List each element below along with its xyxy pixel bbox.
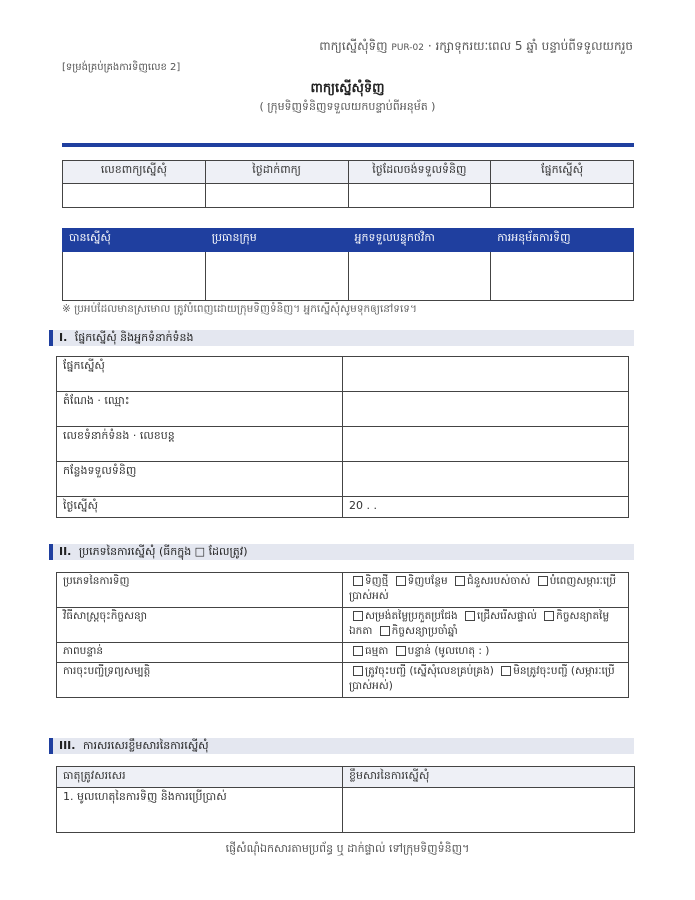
checkbox[interactable] bbox=[353, 646, 363, 656]
option-label: កិច្ចសន្យាប្រចាំឆ្នាំ bbox=[391, 625, 458, 637]
request-content-table bbox=[56, 766, 635, 833]
requester-table bbox=[56, 356, 629, 518]
checkbox[interactable] bbox=[353, 576, 363, 586]
option-label: ទិញបន្ថែម bbox=[407, 575, 448, 587]
checkbox[interactable] bbox=[396, 646, 406, 656]
content-header: ខ្លឹមសារនៃការស្នើសុំ bbox=[343, 767, 635, 788]
content-field[interactable] bbox=[343, 788, 635, 833]
tracking-cell[interactable] bbox=[491, 184, 634, 208]
tracking-header: ថ្ងៃដែលចង់ទទួលទំនិញ bbox=[348, 161, 491, 184]
approval-header: ការអនុម័តការទិញ bbox=[491, 229, 634, 252]
section-title: ប្រភេទនៃការស្នើសុំ (ធីកក្នុង □ ដែលត្រូវ) bbox=[78, 545, 248, 558]
request-type-table bbox=[56, 572, 629, 698]
option-group bbox=[343, 608, 629, 643]
checkbox[interactable] bbox=[353, 611, 363, 621]
tracking-header: ផ្នែកស្នើសុំ bbox=[491, 161, 634, 184]
content-item-label: 1. មូលហេតុនៃការទិញ និងការប្រើប្រាស់ bbox=[57, 788, 343, 833]
section-title: ផ្នែកស្នើសុំ និងអ្នកទំនាក់ទំនង bbox=[74, 331, 194, 344]
fill-instruction-note: ※ ប្រអប់ដែលមានស្រមោល ត្រូវបំពេញដោយក្រុមទិញទំនិញ។ អ្នកស្នើសុំសូមទុកឲ្យនៅទទេ។ bbox=[62, 303, 417, 315]
field-label: ប្រភេទនៃការទិញ bbox=[57, 573, 343, 608]
signature-cell[interactable] bbox=[205, 252, 348, 301]
form-number: [ទម្រង់គ្រប់គ្រងការទិញលេខ 2] bbox=[62, 62, 181, 73]
option-label: មិនត្រូវចុះបញ្ជី (សម្ភារៈប្រើប្រាស់អស់) bbox=[349, 665, 615, 692]
option-label: ជ្រើសរើសផ្ទាល់ bbox=[477, 610, 537, 622]
field-value[interactable] bbox=[343, 392, 629, 427]
option-label: ជំនួសរបស់ចាស់ bbox=[467, 575, 531, 587]
option-group bbox=[343, 643, 629, 663]
approval-header: ប្រធានក្រុម bbox=[205, 229, 348, 252]
checkbox[interactable] bbox=[465, 611, 475, 621]
section-number: II. bbox=[59, 545, 72, 558]
approval-header: អ្នកទទួលបន្ទុកថវិកា bbox=[348, 229, 491, 252]
checkbox[interactable] bbox=[455, 576, 465, 586]
field-label: ថ្ងៃស្នើសុំ bbox=[57, 497, 343, 518]
section-3-heading bbox=[49, 738, 634, 754]
field-label: លេខទំនាក់ទំនង · លេខបន្ត bbox=[57, 427, 343, 462]
title-divider bbox=[62, 143, 634, 147]
tracking-cell[interactable] bbox=[205, 184, 348, 208]
option-label: សម្រង់តម្លៃប្រកួតប្រជែង bbox=[365, 610, 458, 622]
request-date-field[interactable]: 20 . . bbox=[343, 497, 629, 518]
section-number: III. bbox=[59, 739, 76, 752]
field-value[interactable] bbox=[343, 462, 629, 497]
checkbox[interactable] bbox=[353, 666, 363, 676]
checkbox[interactable] bbox=[544, 611, 554, 621]
field-label: ភាពបន្ទាន់ bbox=[57, 643, 343, 663]
page-subtitle: ( ក្រុមទិញទំនិញទទួលយកបន្ទាប់ពីអនុម័ត ) bbox=[259, 100, 436, 113]
tracking-header: លេខពាក្យស្នើសុំ bbox=[63, 161, 206, 184]
field-value[interactable] bbox=[343, 357, 629, 392]
option-group bbox=[343, 573, 629, 608]
section-2-heading bbox=[49, 544, 634, 560]
signature-cell[interactable] bbox=[348, 252, 491, 301]
section-title: ការសរសេរខ្លឹមសារនៃការស្នើសុំ bbox=[82, 739, 209, 752]
signature-cell[interactable] bbox=[63, 252, 206, 301]
tracking-table bbox=[62, 160, 634, 208]
tracking-cell[interactable] bbox=[63, 184, 206, 208]
option-label: កិច្ចសន្យាតម្លៃឯកតា bbox=[349, 610, 610, 637]
option-group bbox=[343, 663, 629, 698]
section-number: I. bbox=[59, 331, 68, 344]
tracking-header: ថ្ងៃដាក់ពាក្យ bbox=[205, 161, 348, 184]
option-label: ធម្មតា bbox=[365, 645, 389, 657]
retention-note: · រក្សាទុករយៈពេល 5 ឆ្នាំ បន្ទាប់ពីទទួលយករួច bbox=[427, 39, 633, 53]
field-label: ការចុះបញ្ជីទ្រព្យសម្បត្តិ bbox=[57, 663, 343, 698]
page-title: ពាក្យស្នើសុំទិញ bbox=[310, 81, 385, 96]
approval-table bbox=[62, 228, 634, 301]
footer-note: ផ្ញើសំណុំឯកសារតាមប្រព័ន្ធ ឬ ដាក់ផ្ទាល់ ទៅក្រុមទិញទំនិញ។ bbox=[225, 842, 470, 855]
field-label: កន្លែងទទួលទំនិញ bbox=[57, 462, 343, 497]
field-value[interactable] bbox=[343, 427, 629, 462]
checkbox[interactable] bbox=[380, 626, 390, 636]
header-title: ពាក្យស្នើសុំទិញ bbox=[319, 39, 388, 53]
document-header bbox=[319, 38, 633, 56]
checkbox[interactable] bbox=[501, 666, 511, 676]
form-code: PUR-02 bbox=[391, 43, 425, 53]
option-label: បំពេញសម្ភារៈប្រើប្រាស់អស់ bbox=[349, 575, 617, 602]
checkbox[interactable] bbox=[538, 576, 548, 586]
section-1-heading bbox=[49, 330, 634, 346]
tracking-cell[interactable] bbox=[348, 184, 491, 208]
option-label: បន្ទាន់ (មូលហេតុ : ) bbox=[407, 645, 490, 657]
approval-header: បានស្នើសុំ bbox=[63, 229, 206, 252]
option-label: ត្រូវចុះបញ្ជី (ស្នើសុំលេខគ្រប់គ្រង) bbox=[365, 665, 494, 677]
checkbox[interactable] bbox=[396, 576, 406, 586]
signature-cell[interactable] bbox=[491, 252, 634, 301]
content-header: ធាតុត្រូវសរសេរ bbox=[57, 767, 343, 788]
field-label: តំណែង · ឈ្មោះ bbox=[57, 392, 343, 427]
field-label: វិធីសាស្ត្រចុះកិច្ចសន្យា bbox=[57, 608, 343, 643]
field-label: ផ្នែកស្នើសុំ bbox=[57, 357, 343, 392]
option-label: ទិញថ្មី bbox=[365, 575, 389, 587]
